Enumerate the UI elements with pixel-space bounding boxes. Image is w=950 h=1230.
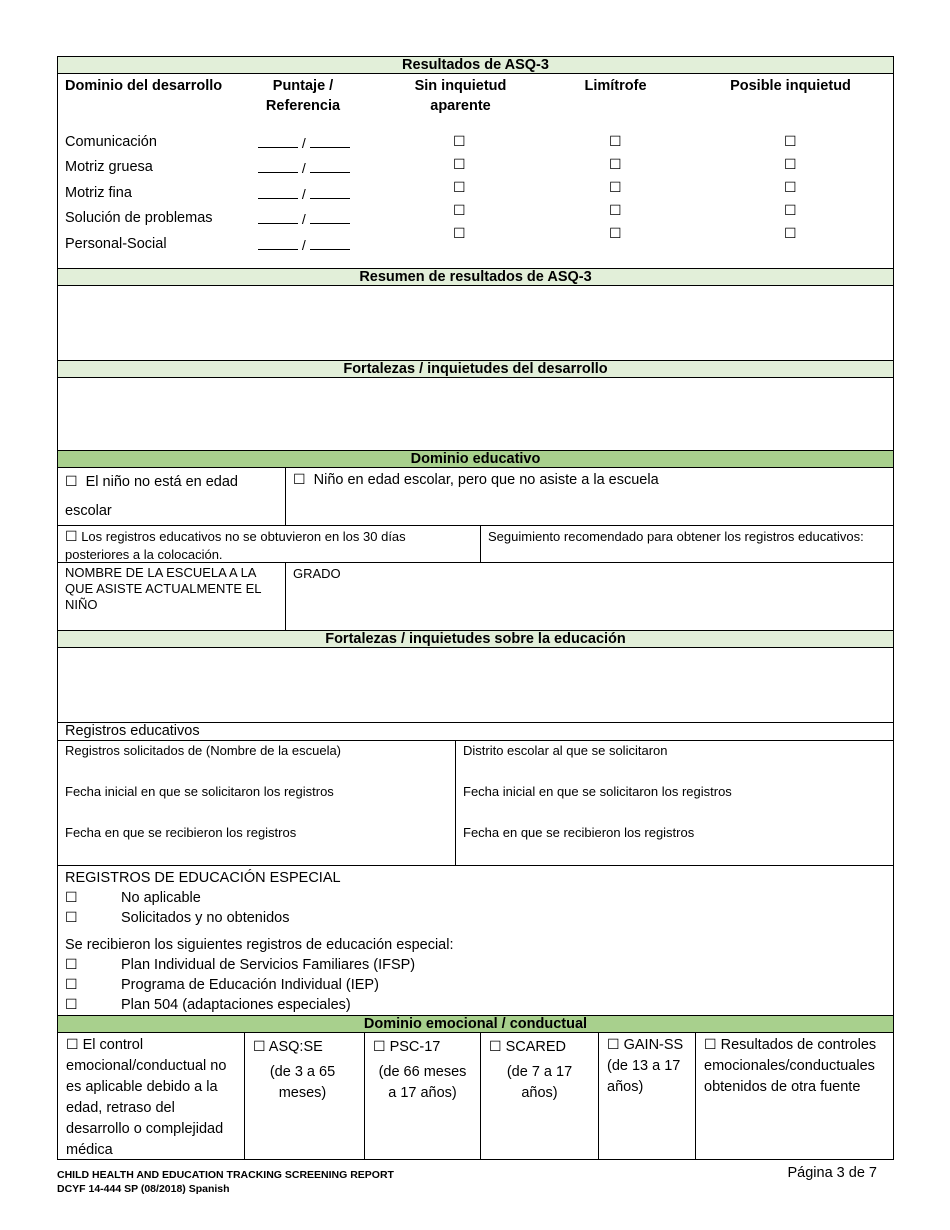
date-received-field[interactable]: Fecha en que se recibieron los registros bbox=[65, 825, 297, 840]
checkbox-icon[interactable]: ☐ bbox=[293, 472, 306, 488]
date-requested-field[interactable]: Fecha inicial en que se solicitaron los registros bbox=[65, 784, 334, 799]
option-504[interactable] bbox=[65, 995, 886, 1015]
option-not-obtained[interactable] bbox=[65, 908, 886, 928]
school-age-option[interactable] bbox=[286, 468, 893, 525]
option-range: (de 13 a 17 años) bbox=[607, 1058, 681, 1095]
records-not-obtained-label: Los registros educativos no se obtuvieron en los 30 días posteriores a la colocación. bbox=[65, 529, 406, 562]
gain-ss-option[interactable] bbox=[599, 1033, 696, 1159]
checkbox[interactable]: ☐ bbox=[453, 134, 466, 150]
scared-option[interactable] bbox=[481, 1033, 599, 1159]
checkbox[interactable]: ☐ bbox=[784, 203, 797, 219]
option-range: (de 7 a 17 años) bbox=[506, 1064, 573, 1101]
domain-problem-solving: Solución de problemas bbox=[65, 210, 213, 226]
received-label: Se recibieron los siguientes registros de educación especial: bbox=[65, 937, 454, 953]
other-source-option[interactable] bbox=[696, 1033, 893, 1159]
checkbox[interactable]: ☐ bbox=[453, 226, 466, 242]
option-range: (de 3 a 65 meses) bbox=[269, 1064, 336, 1101]
option-label: El control emocional/conductual no es aplicable debido a la edad, retraso del desarrollo o complejidad médica bbox=[66, 1037, 227, 1158]
option-label: No aplicable bbox=[121, 890, 201, 906]
checkbox-icon[interactable]: ☐ bbox=[704, 1037, 717, 1053]
school-name-field[interactable] bbox=[58, 563, 286, 630]
asq-table bbox=[58, 74, 893, 269]
checkbox-icon[interactable]: ☐ bbox=[66, 1037, 79, 1053]
requested-from-field[interactable]: Registros solicitados de (Nombre de la escuela) bbox=[65, 743, 342, 758]
score-field[interactable]: / bbox=[258, 135, 350, 151]
checkbox[interactable]: ☐ bbox=[453, 203, 466, 219]
form-number: DCYF 14-444 SP (08/2018) Spanish bbox=[57, 1183, 230, 1195]
domain-gross-motor: Motriz gruesa bbox=[65, 159, 153, 175]
checkbox[interactable]: ☐ bbox=[609, 157, 622, 173]
option-label: PSC-17 bbox=[389, 1039, 441, 1055]
checkbox[interactable]: ☐ bbox=[609, 203, 622, 219]
emo-not-applicable-option[interactable] bbox=[58, 1033, 245, 1159]
special-ed-section bbox=[58, 866, 893, 1016]
score-field[interactable]: / bbox=[258, 211, 350, 227]
domain-fine-motor: Motriz fina bbox=[65, 185, 132, 201]
not-school-age-option[interactable] bbox=[58, 468, 286, 525]
summary-title: Resumen de resultados de ASQ-3 bbox=[58, 269, 893, 286]
checkbox-icon[interactable]: ☐ bbox=[65, 957, 78, 973]
school-name-label: NOMBRE DE LA ESCUELA A LA QUE ASISTE ACTUALMENTE EL NIÑO bbox=[65, 565, 262, 612]
followup-field[interactable] bbox=[481, 526, 893, 562]
checkbox-icon[interactable]: ☐ bbox=[253, 1039, 266, 1055]
option-ifsp[interactable] bbox=[65, 955, 886, 975]
grade-field[interactable] bbox=[286, 563, 893, 630]
checkbox-icon[interactable]: ☐ bbox=[373, 1039, 386, 1055]
footer bbox=[57, 1168, 394, 1196]
score-field[interactable]: / bbox=[258, 160, 350, 176]
checkbox-icon[interactable]: ☐ bbox=[489, 1039, 502, 1055]
header-borderline: Limítrofe bbox=[584, 78, 647, 94]
special-ed-title: REGISTROS DE EDUCACIÓN ESPECIAL bbox=[65, 870, 341, 886]
option-iep[interactable] bbox=[65, 975, 886, 995]
option-range: (de 66 meses a 17 años) bbox=[378, 1064, 467, 1101]
option-label: Programa de Educación Individual (IEP) bbox=[121, 977, 379, 993]
edu-strengths-field[interactable] bbox=[58, 648, 893, 723]
district-field[interactable]: Distrito escolar al que se solicitaron bbox=[463, 743, 668, 758]
records-not-obtained-option[interactable] bbox=[58, 526, 481, 562]
checkbox[interactable]: ☐ bbox=[784, 226, 797, 242]
score-field[interactable]: / bbox=[258, 237, 350, 253]
emotional-options bbox=[58, 1033, 893, 1159]
form-title: CHILD HEALTH AND EDUCATION TRACKING SCREENING REPORT bbox=[57, 1169, 394, 1181]
checkbox[interactable]: ☐ bbox=[784, 157, 797, 173]
dev-strengths-field[interactable] bbox=[58, 378, 893, 451]
checkbox[interactable]: ☐ bbox=[453, 180, 466, 196]
checkbox[interactable]: ☐ bbox=[453, 157, 466, 173]
option-not-applicable[interactable] bbox=[65, 888, 886, 908]
checkbox-icon[interactable]: ☐ bbox=[65, 977, 78, 993]
emotional-title: Dominio emocional / conductual bbox=[58, 1016, 893, 1033]
header-possible-concern: Posible inquietud bbox=[730, 78, 851, 94]
checkbox[interactable]: ☐ bbox=[784, 180, 797, 196]
checkbox-icon[interactable]: ☐ bbox=[65, 910, 78, 926]
dev-strengths-title: Fortalezas / inquietudes del desarrollo bbox=[58, 361, 893, 378]
header-domain: Dominio del desarrollo bbox=[65, 78, 223, 94]
option-label: Resultados de controles emocionales/conductuales obtenidos de otra fuente bbox=[704, 1037, 877, 1095]
option-label: Solicitados y no obtenidos bbox=[121, 910, 290, 926]
psc-17-option[interactable] bbox=[365, 1033, 481, 1159]
option-label: Plan Individual de Servicios Familiares (IFSP) bbox=[121, 957, 416, 973]
edu-strengths-title: Fortalezas / inquietudes sobre la educación bbox=[58, 631, 893, 648]
form-page bbox=[57, 56, 894, 1160]
education-title: Dominio educativo bbox=[58, 451, 893, 468]
checkbox-icon[interactable]: ☐ bbox=[65, 474, 78, 490]
checkbox-icon[interactable]: ☐ bbox=[607, 1037, 620, 1053]
asq-title: Resultados de ASQ-3 bbox=[58, 57, 893, 74]
records-grid bbox=[58, 741, 893, 866]
asq-se-option[interactable] bbox=[245, 1033, 365, 1159]
not-school-age-label: El niño no está en edad escolar bbox=[65, 474, 238, 519]
grade-label: GRADO bbox=[293, 566, 341, 581]
district-date-requested-field[interactable]: Fecha inicial en que se solicitaron los registros bbox=[463, 784, 732, 799]
checkbox-icon[interactable]: ☐ bbox=[65, 529, 78, 545]
page-number: Página 3 de 7 bbox=[787, 1165, 877, 1181]
school-age-label: Niño en edad escolar, pero que no asiste a la escuela bbox=[313, 472, 659, 488]
score-field[interactable]: / bbox=[258, 186, 350, 202]
records-title: Registros educativos bbox=[58, 723, 893, 741]
domain-communication: Comunicación bbox=[65, 134, 157, 150]
checkbox[interactable]: ☐ bbox=[784, 134, 797, 150]
header-no-concern: Sin inquietud aparente bbox=[414, 78, 507, 114]
summary-field[interactable] bbox=[58, 286, 893, 361]
checkbox[interactable]: ☐ bbox=[609, 226, 622, 242]
checkbox-icon[interactable]: ☐ bbox=[65, 890, 78, 906]
district-date-received-field[interactable]: Fecha en que se recibieron los registros bbox=[463, 825, 695, 840]
option-label: ASQ:SE bbox=[268, 1039, 323, 1055]
checkbox[interactable]: ☐ bbox=[609, 134, 622, 150]
option-label: GAIN-SS bbox=[623, 1037, 684, 1053]
option-label: Plan 504 (adaptaciones especiales) bbox=[121, 997, 351, 1013]
followup-label: Seguimiento recomendado para obtener los registros educativos: bbox=[488, 529, 864, 544]
domain-personal-social: Personal-Social bbox=[65, 236, 167, 252]
checkbox-icon[interactable]: ☐ bbox=[65, 997, 78, 1013]
option-label: SCARED bbox=[505, 1039, 567, 1055]
header-score: Puntaje / Referencia bbox=[265, 78, 341, 114]
checkbox[interactable]: ☐ bbox=[609, 180, 622, 196]
